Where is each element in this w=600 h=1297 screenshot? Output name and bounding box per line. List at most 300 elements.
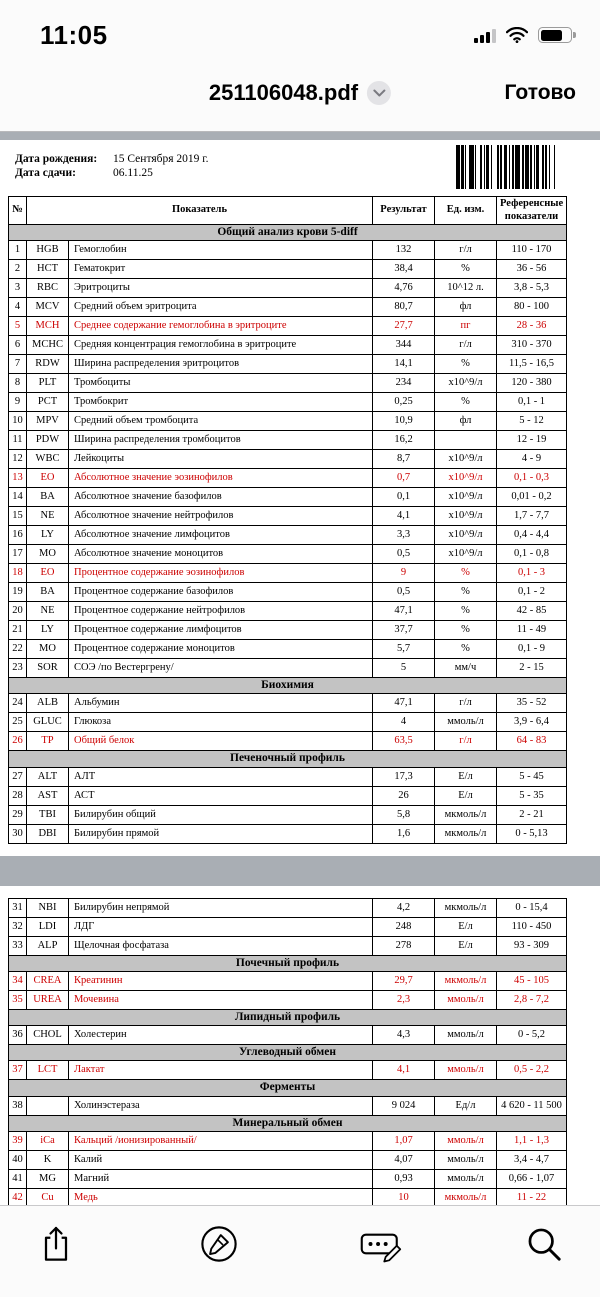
row-unit: Е/л — [435, 917, 497, 936]
table-header-row — [9, 197, 567, 225]
row-code: MPV — [27, 412, 69, 431]
row-unit: % — [435, 393, 497, 412]
row-unit: г/л — [435, 241, 497, 260]
table-row — [9, 279, 567, 298]
row-name: Абсолютное значение лимфоцитов — [69, 526, 373, 545]
row-ref: 0,1 - 1 — [497, 393, 567, 412]
row-result: 38,4 — [373, 260, 435, 279]
row-result: 0,5 — [373, 583, 435, 602]
row-name: АЛТ — [69, 767, 373, 786]
row-unit: мм/ч — [435, 659, 497, 678]
row-name: Ширина распределения эритроцитов — [69, 355, 373, 374]
table-row — [9, 545, 567, 564]
row-num: 27 — [9, 767, 27, 786]
row-num: 1 — [9, 241, 27, 260]
row-code: RBC — [27, 279, 69, 298]
share-button[interactable] — [34, 1220, 78, 1268]
section-title: Липидный профиль — [9, 1009, 567, 1025]
row-ref: 0,4 - 4,4 — [497, 526, 567, 545]
table-row — [9, 241, 567, 260]
row-result: 5,7 — [373, 640, 435, 659]
row-result: 37,7 — [373, 621, 435, 640]
row-ref: 1,1 - 1,3 — [497, 1131, 567, 1150]
header-ref: Референсные показатели — [497, 197, 567, 225]
row-unit: % — [435, 602, 497, 621]
row-result: 9 024 — [373, 1096, 435, 1115]
row-result: 4 — [373, 713, 435, 732]
table-row — [9, 1096, 567, 1115]
row-code: EO — [27, 564, 69, 583]
row-ref: 11 - 22 — [497, 1188, 567, 1207]
row-num: 32 — [9, 917, 27, 936]
row-num: 30 — [9, 824, 27, 843]
row-num: 15 — [9, 507, 27, 526]
battery-icon — [538, 27, 572, 43]
table-row — [9, 621, 567, 640]
document-title: 251106048.pdf — [208, 80, 359, 105]
row-name: Абсолютное значение моноцитов — [69, 545, 373, 564]
row-result: 2,3 — [373, 990, 435, 1009]
row-result: 80,7 — [373, 298, 435, 317]
row-result: 4,76 — [373, 279, 435, 298]
row-unit: ммоль/л — [435, 1026, 497, 1045]
row-ref: 0,1 - 0,8 — [497, 545, 567, 564]
row-code: MG — [27, 1169, 69, 1188]
row-code: HGB — [27, 241, 69, 260]
row-ref: 36 - 56 — [497, 260, 567, 279]
row-name: Тромбокрит — [69, 393, 373, 412]
row-code: PLT — [27, 374, 69, 393]
markup-button[interactable] — [197, 1220, 241, 1268]
status-time: 11:05 — [40, 19, 108, 50]
table-row — [9, 824, 567, 843]
row-code: NE — [27, 507, 69, 526]
row-ref: 4 620 - 11 500 — [497, 1096, 567, 1115]
row-code: ALB — [27, 694, 69, 713]
row-code: BA — [27, 583, 69, 602]
row-num: 6 — [9, 336, 27, 355]
row-name: Средняя концентрация гемоглобина в эритроците — [69, 336, 373, 355]
row-name: Лактат — [69, 1061, 373, 1080]
row-unit: % — [435, 564, 497, 583]
row-ref: 2,8 - 7,2 — [497, 990, 567, 1009]
row-name: Билирубин непрямой — [69, 898, 373, 917]
row-code: TP — [27, 732, 69, 751]
row-code: Cu — [27, 1188, 69, 1207]
section-title: Углеводный обмен — [9, 1045, 567, 1061]
row-code: RDW — [27, 355, 69, 374]
table-row — [9, 317, 567, 336]
header-unit: Ед. изм. — [435, 197, 497, 225]
row-code: MCHC — [27, 336, 69, 355]
row-result: 16,2 — [373, 431, 435, 450]
form-fill-button[interactable] — [359, 1220, 403, 1268]
row-ref: 5 - 12 — [497, 412, 567, 431]
row-num: 17 — [9, 545, 27, 564]
section-title: Ферменты — [9, 1080, 567, 1096]
row-result: 4,2 — [373, 898, 435, 917]
markup-pen-icon — [200, 1225, 238, 1263]
row-unit: % — [435, 583, 497, 602]
search-button[interactable] — [522, 1220, 566, 1268]
row-result: 9 — [373, 564, 435, 583]
row-code: MO — [27, 545, 69, 564]
bottom-toolbar — [0, 1205, 600, 1297]
barcode — [456, 145, 574, 189]
table-row — [9, 450, 567, 469]
row-unit: ммоль/л — [435, 1150, 497, 1169]
row-num: 26 — [9, 732, 27, 751]
table-row — [9, 1061, 567, 1080]
row-code: MCV — [27, 298, 69, 317]
search-icon — [526, 1226, 562, 1262]
row-code: DBI — [27, 824, 69, 843]
status-bar — [0, 0, 600, 56]
row-unit: Е/л — [435, 786, 497, 805]
nav-bar — [0, 56, 600, 130]
row-ref: 3,4 - 4,7 — [497, 1150, 567, 1169]
row-code: MCH — [27, 317, 69, 336]
row-num: 23 — [9, 659, 27, 678]
row-unit: фл — [435, 298, 497, 317]
row-ref: 0,1 - 2 — [497, 583, 567, 602]
table-row — [9, 469, 567, 488]
row-unit: x10^9/л — [435, 545, 497, 564]
row-result: 234 — [373, 374, 435, 393]
table-row — [9, 355, 567, 374]
row-code: AST — [27, 786, 69, 805]
row-ref: 310 - 370 — [497, 336, 567, 355]
table-row — [9, 260, 567, 279]
row-code: LY — [27, 621, 69, 640]
row-num: 10 — [9, 412, 27, 431]
row-result: 344 — [373, 336, 435, 355]
row-ref: 120 - 380 — [497, 374, 567, 393]
row-num: 2 — [9, 260, 27, 279]
row-unit: Ед/л — [435, 1096, 497, 1115]
row-result: 14,1 — [373, 355, 435, 374]
row-num: 11 — [9, 431, 27, 450]
row-unit: мкмоль/л — [435, 971, 497, 990]
row-name: Среднее содержание гемоглобина в эритроците — [69, 317, 373, 336]
birth-date-value: 15 Сентября 2019 г. — [113, 153, 209, 165]
row-num: 14 — [9, 488, 27, 507]
row-unit: x10^9/л — [435, 507, 497, 526]
row-num: 19 — [9, 583, 27, 602]
table-row — [9, 713, 567, 732]
row-num: 7 — [9, 355, 27, 374]
row-num: 41 — [9, 1169, 27, 1188]
row-code: CHOL — [27, 1026, 69, 1045]
header-num: № — [9, 197, 27, 225]
row-num: 31 — [9, 898, 27, 917]
row-result: 132 — [373, 241, 435, 260]
section-title: Минеральный обмен — [9, 1115, 567, 1131]
row-result: 5 — [373, 659, 435, 678]
row-unit: фл — [435, 412, 497, 431]
row-num: 12 — [9, 450, 27, 469]
row-num: 3 — [9, 279, 27, 298]
row-name: Мочевина — [69, 990, 373, 1009]
table-row — [9, 898, 567, 917]
row-num: 20 — [9, 602, 27, 621]
table-row — [9, 488, 567, 507]
row-unit: Е/л — [435, 936, 497, 955]
row-code: LY — [27, 526, 69, 545]
row-result: 0,5 — [373, 545, 435, 564]
row-result: 0,7 — [373, 469, 435, 488]
section-row — [9, 1080, 567, 1096]
row-num: 18 — [9, 564, 27, 583]
row-code: LCT — [27, 1061, 69, 1080]
row-ref: 0,01 - 0,2 — [497, 488, 567, 507]
row-ref: 35 - 52 — [497, 694, 567, 713]
row-ref: 93 - 309 — [497, 936, 567, 955]
table-row — [9, 298, 567, 317]
pdf-scroll-area[interactable] — [0, 133, 600, 1297]
row-unit: x10^9/л — [435, 488, 497, 507]
row-num: 36 — [9, 1026, 27, 1045]
share-icon — [41, 1225, 71, 1263]
status-icons — [474, 27, 572, 43]
row-unit: мкмоль/л — [435, 1188, 497, 1207]
row-name: Абсолютное значение базофилов — [69, 488, 373, 507]
lab-results-table-page2 — [8, 898, 567, 1227]
row-unit — [435, 431, 497, 450]
row-num: 9 — [9, 393, 27, 412]
row-unit: мкмоль/л — [435, 805, 497, 824]
row-name: Процентное содержание эозинофилов — [69, 564, 373, 583]
row-code: UREA — [27, 990, 69, 1009]
row-unit: x10^9/л — [435, 374, 497, 393]
row-name: Кальций /ионизированный/ — [69, 1131, 373, 1150]
section-row — [9, 225, 567, 241]
row-name: Общий белок — [69, 732, 373, 751]
row-unit: % — [435, 355, 497, 374]
row-num: 8 — [9, 374, 27, 393]
section-row — [9, 751, 567, 767]
row-ref: 0,66 - 1,07 — [497, 1169, 567, 1188]
row-name: Абсолютное значение эозинофилов — [69, 469, 373, 488]
row-name: Холинэстераза — [69, 1096, 373, 1115]
row-result: 10,9 — [373, 412, 435, 431]
row-result: 4,1 — [373, 1061, 435, 1080]
lab-results-table-page1 — [8, 196, 567, 844]
row-unit: x10^9/л — [435, 526, 497, 545]
table-row — [9, 805, 567, 824]
row-code: WBC — [27, 450, 69, 469]
table-row — [9, 990, 567, 1009]
table-row — [9, 431, 567, 450]
row-name: Тромбоциты — [69, 374, 373, 393]
row-num: 25 — [9, 713, 27, 732]
row-num: 29 — [9, 805, 27, 824]
row-code: EO — [27, 469, 69, 488]
table-row — [9, 1131, 567, 1150]
row-unit: ммоль/л — [435, 1061, 497, 1080]
row-name: СОЭ /по Вестергрену/ — [69, 659, 373, 678]
row-num: 21 — [9, 621, 27, 640]
row-ref: 1,7 - 7,7 — [497, 507, 567, 526]
row-code: NBI — [27, 898, 69, 917]
row-ref: 45 - 105 — [497, 971, 567, 990]
header-result: Результат — [373, 197, 435, 225]
row-num: 37 — [9, 1061, 27, 1080]
row-code: NE — [27, 602, 69, 621]
row-ref: 4 - 9 — [497, 450, 567, 469]
table-row — [9, 564, 567, 583]
row-code: CREA — [27, 971, 69, 990]
row-unit: x10^9/л — [435, 469, 497, 488]
section-title: Печеночный профиль — [9, 751, 567, 767]
row-ref: 3,8 - 5,3 — [497, 279, 567, 298]
row-result: 4,3 — [373, 1026, 435, 1045]
row-code: SOR — [27, 659, 69, 678]
table-row — [9, 374, 567, 393]
row-code: ALP — [27, 936, 69, 955]
section-row — [9, 678, 567, 694]
row-result: 27,7 — [373, 317, 435, 336]
row-code: MO — [27, 640, 69, 659]
table-row — [9, 507, 567, 526]
row-name: Процентное содержание моноцитов — [69, 640, 373, 659]
row-unit: ммоль/л — [435, 1169, 497, 1188]
table-row — [9, 526, 567, 545]
table-row — [9, 1150, 567, 1169]
table-row — [9, 917, 567, 936]
chevron-down-icon — [373, 89, 386, 97]
section-row — [9, 1009, 567, 1025]
row-num: 34 — [9, 971, 27, 990]
row-num: 38 — [9, 1096, 27, 1115]
row-num: 22 — [9, 640, 27, 659]
row-name: ЛДГ — [69, 917, 373, 936]
table-row — [9, 602, 567, 621]
top-chrome — [0, 0, 600, 132]
row-name: Магний — [69, 1169, 373, 1188]
row-num: 33 — [9, 936, 27, 955]
table-row — [9, 640, 567, 659]
row-result: 47,1 — [373, 602, 435, 621]
row-ref: 12 - 19 — [497, 431, 567, 450]
row-ref: 11 - 49 — [497, 621, 567, 640]
row-code: LDI — [27, 917, 69, 936]
section-row — [9, 1045, 567, 1061]
row-name: Билирубин общий — [69, 805, 373, 824]
table-row — [9, 412, 567, 431]
row-name: Эритроциты — [69, 279, 373, 298]
row-name: Лейкоциты — [69, 450, 373, 469]
row-result: 29,7 — [373, 971, 435, 990]
row-name: Билирубин прямой — [69, 824, 373, 843]
section-row — [9, 1115, 567, 1131]
section-title: Общий анализ крови 5-diff — [9, 225, 567, 241]
row-code: iCa — [27, 1131, 69, 1150]
row-code: TBI — [27, 805, 69, 824]
row-unit: 10^12 л. — [435, 279, 497, 298]
row-ref: 80 - 100 — [497, 298, 567, 317]
row-unit: г/л — [435, 694, 497, 713]
title-menu-button[interactable] — [367, 81, 391, 105]
row-name: Процентное содержание нейтрофилов — [69, 602, 373, 621]
row-ref: 2 - 21 — [497, 805, 567, 824]
form-fill-icon — [360, 1225, 402, 1263]
row-ref: 110 - 450 — [497, 917, 567, 936]
pdf-page-1 — [0, 140, 600, 856]
row-result: 4,1 — [373, 507, 435, 526]
row-unit: x10^9/л — [435, 450, 497, 469]
done-button[interactable]: Готово — [504, 81, 576, 104]
wifi-icon — [506, 27, 528, 43]
row-num: 13 — [9, 469, 27, 488]
birth-date-label: Дата рождения: — [15, 153, 98, 165]
row-unit: пг — [435, 317, 497, 336]
header-name: Показатель — [27, 197, 373, 225]
row-name: Ширина распределения тромбоцитов — [69, 431, 373, 450]
row-ref: 5 - 35 — [497, 786, 567, 805]
row-name: Средний объем эритроцита — [69, 298, 373, 317]
row-result: 278 — [373, 936, 435, 955]
table-row — [9, 659, 567, 678]
row-name: Процентное содержание базофилов — [69, 583, 373, 602]
row-name: Глюкоза — [69, 713, 373, 732]
row-unit: % — [435, 621, 497, 640]
row-num: 5 — [9, 317, 27, 336]
row-ref: 0 - 15,4 — [497, 898, 567, 917]
row-name: Калий — [69, 1150, 373, 1169]
row-result: 1,07 — [373, 1131, 435, 1150]
row-num: 24 — [9, 694, 27, 713]
row-result: 3,3 — [373, 526, 435, 545]
submission-date-label: Дата сдачи: — [15, 167, 76, 179]
row-num: 4 — [9, 298, 27, 317]
section-title: Биохимия — [9, 678, 567, 694]
row-unit: ммоль/л — [435, 990, 497, 1009]
row-ref: 0,1 - 9 — [497, 640, 567, 659]
row-unit: мкмоль/л — [435, 824, 497, 843]
row-name: Медь — [69, 1188, 373, 1207]
row-ref: 0,5 - 2,2 — [497, 1061, 567, 1080]
row-result: 10 — [373, 1188, 435, 1207]
row-num: 35 — [9, 990, 27, 1009]
table-row — [9, 1169, 567, 1188]
row-unit: г/л — [435, 336, 497, 355]
row-ref: 28 - 36 — [497, 317, 567, 336]
row-unit: г/л — [435, 732, 497, 751]
row-result: 4,07 — [373, 1150, 435, 1169]
cellular-signal-icon — [474, 28, 496, 43]
row-unit: % — [435, 640, 497, 659]
row-name: Процентное содержание лимфоцитов — [69, 621, 373, 640]
row-name: Щелочная фосфатаза — [69, 936, 373, 955]
table-row — [9, 767, 567, 786]
row-ref: 0,1 - 3 — [497, 564, 567, 583]
row-name: Гематокрит — [69, 260, 373, 279]
row-ref: 64 - 83 — [497, 732, 567, 751]
row-code: PCT — [27, 393, 69, 412]
table-row — [9, 694, 567, 713]
row-unit: ммоль/л — [435, 713, 497, 732]
row-code: ALT — [27, 767, 69, 786]
row-result: 26 — [373, 786, 435, 805]
row-num: 16 — [9, 526, 27, 545]
row-ref: 0 - 5,2 — [497, 1026, 567, 1045]
table-row — [9, 1026, 567, 1045]
section-row — [9, 955, 567, 971]
row-code: PDW — [27, 431, 69, 450]
row-name: Гемоглобин — [69, 241, 373, 260]
row-result: 5,8 — [373, 805, 435, 824]
